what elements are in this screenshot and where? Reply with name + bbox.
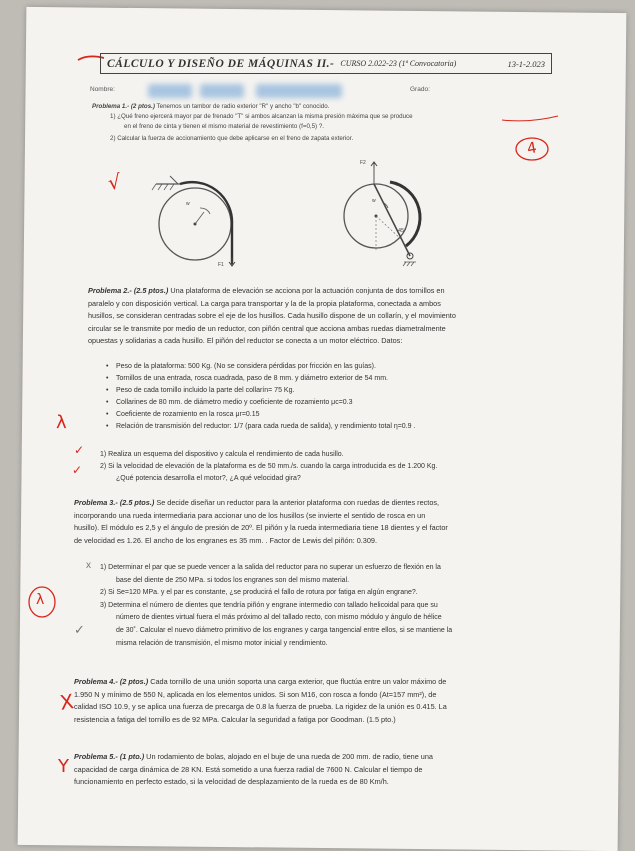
problem-2-line: circular se le transmite por medio de un reductor, con piñón central que acciona ambas ruedas diametralmente (88, 323, 446, 333)
problem-3-q3: 3) Determina el número de dientes que tendría piñón y engrane intermedio con tallado helicoidal para que su (100, 601, 438, 609)
data-bullet: • Peso de cada tornillo incluido la parte del collarín= 75 Kg. (106, 387, 295, 394)
problem-2-line: paralelo y con disposición vertical. La carga para transportar y la de la propia plataforma, conectada a ambos (88, 298, 441, 308)
pencil-mark-x: x (86, 560, 91, 571)
problem-3-questions (100, 562, 565, 650)
problem-2-title: Problema 2.- (2.5 ptos.) (88, 286, 169, 295)
mark-check-2: ✓ (72, 463, 83, 477)
problem-1-q1: 1) ¿Qué freno ejercerá mayor par de frenado "T" si ambos alcanzan la misma presión máxima que se produce (110, 113, 413, 120)
problem-5-line: Un rodamiento de bolas, alojado en el buje de una rueda de 200 mm. de radio, tiene una (146, 752, 433, 761)
problem-4-line: calidad ISO 10.9, y se aplica una fuerza de precarga de 0.8 la fuerza de prueba. La rigidez de la unión es 0.415. La (74, 702, 447, 711)
problem-3-q1: 1) Determinar el par que se puede vencer a la salida del reductor para no superar un esfuerzo de flexión en la (100, 564, 441, 571)
redaction-block (256, 84, 342, 98)
mark-y: Y (58, 756, 69, 777)
problem-4-title: Problema 4.- (2 ptos.) (74, 677, 149, 686)
problem-3-q3-cont: misma relación de transmisión, el mismo motor inicial y rendimiento. (116, 639, 328, 647)
problem-4-line: Cada tornillo de una unión soporta una carga exterior, que fluctúa entre un valor máximo de (150, 677, 447, 686)
redaction-block (200, 84, 244, 98)
problem-3-q3-cont: de 30˚. Calcular el nuevo diámetro primitivo de los engranes y carga tangencial entre ellos, si se mantiene la (116, 626, 453, 634)
problem-2-q2: 2) Si la velocidad de elevación de la plataforma es de 50 mm./s. cuando la carga introducida es de 1.200 Kg. (100, 463, 438, 470)
data-bullet: • Coeficiente de rozamiento en la rosca μr=0.15 (106, 411, 260, 418)
check-mark-v: √ (106, 169, 123, 195)
force-label-f1: F1 (218, 262, 224, 268)
problem-4-line: 1.950 N y mínimo de 550 N, aplicada en los elementos unidos. Si son M16, con rosca a fondo (At=157 mm²), de (74, 689, 437, 699)
redaction-block (148, 84, 192, 98)
problem-2-q2-cont: ¿Qué potencia desarrolla el motor?, ¿A qué velocidad gira? (116, 475, 301, 482)
problem-3-title: Problema 3.- (2.5 ptos.) (74, 498, 155, 507)
problem-1-text: Tenemos un tambor de radio exterior "R" y ancho "b" conocido. (156, 103, 330, 110)
angle-label: 45° (398, 228, 407, 234)
problem-1-intro (92, 102, 562, 112)
problem-3-line: husillo). El módulo es 2,5 y el ángulo de presión de 20º. El piñón y la rueda intermediaria tiene 18 dientes y el factor (74, 523, 448, 532)
problem-5-title: Problema 5.- (1 pto.) (74, 752, 145, 761)
problem-2-line: opuestas y solidarias a cada husillo. El piñón del reductor se conecta a un motor eléctrico. Datos: (88, 336, 403, 345)
problem-3-line: Se decide diseñar un reductor para la anterior plataforma con ruedas de dientes rectos, (156, 498, 440, 507)
problem-5-paragraph (74, 751, 564, 789)
problem-3-q3-cont: número de dientes virtual fuera el más próximo al del tallado recto, con mismo módulo y ángulo de hélice (116, 614, 442, 622)
problem-3-line: incorporando una rueda intermediaria para accionar uno de los husillos (se invierte el sentido de rosca en un (74, 510, 426, 520)
course-year: CURSO 2.022-23 (1ª Convocatoria) (340, 59, 457, 68)
underline-mark (500, 112, 560, 126)
problem-5-line: capacidad de carga dinámica de 28 KN. Está sometido a una fuerza radial de 7600 N. Calcular el tiempo de (74, 764, 423, 774)
problem-4-paragraph (74, 676, 564, 726)
mark-lambda-2: λ (36, 592, 45, 608)
name-label: Nombre: (90, 86, 115, 93)
band-brake-figure (150, 162, 260, 272)
shoe-brake-figure (330, 160, 440, 270)
data-bullet: • Relación de transmisión del reductor: 1/7 (para cada rueda de salida), y rendimiento total η=0.9 . (106, 423, 416, 430)
data-bullet: • Collarines de 80 mm. de diámetro medio y coeficiente de rozamiento μc=0.3 (106, 399, 353, 406)
grade-mark-4: 4 (525, 138, 539, 158)
problem-4-line: resistencia a fatiga del tornillo es de 92 MPa. Calcular la seguridad a fatiga por Goodman. (1.5 pto.) (74, 714, 396, 724)
omega-label-2: w (372, 198, 376, 204)
problem-3-paragraph (74, 497, 564, 547)
problem-1-q2: 2) Calcular la fuerza de accionamiento que debe aplicarse en el freno de zapata exterior. (110, 135, 354, 142)
problem-1-q1-cont: en el freno de cinta y tienen el mismo material de revestimiento (f=0,5) ?. (124, 123, 324, 130)
problem-1-title: Problema 1.- (2 ptos.) (92, 103, 155, 110)
problem-2-data-list (106, 361, 556, 433)
omega-label-1: w (186, 201, 190, 207)
problem-2-line: husillos, se consideran centradas sobre el eje de los husillos. Cada husillo dispone de un collarín, y el movimiento (88, 311, 456, 320)
mark-lambda: λ (56, 412, 67, 433)
problem-2-q1: 1) Realiza un esquema del dispositivo y calcula el rendimiento de cada husillo. (100, 451, 344, 458)
mark-x: X (58, 689, 76, 715)
pencil-mark-check: ✓ (74, 622, 85, 637)
problem-5-line: funcionamiento en perfecto estado, si la velocidad de desplazamiento de la rueda es de 80 Km/h. (74, 777, 389, 786)
problem-3-line: de velocidad es 1.26. El ancho de los engranes es 35 mm. . Factor de Lewis del piñón: 0.309. (74, 535, 378, 545)
data-bullet: • Tornillos de una entrada, rosca cuadrada, paso de 8 mm. y diámetro exterior de 54 mm. (106, 375, 388, 382)
course-title: CÁLCULO Y DISEÑO DE MÁQUINAS II.- (107, 57, 335, 70)
problem-3-q1-cont: base del diente de 250 MPa. si todos los engranes son del mismo material. (116, 576, 350, 584)
exam-date: 13-1-2.023 (507, 58, 545, 69)
exam-header (100, 53, 552, 74)
mark-check-1: ✓ (74, 443, 85, 457)
grade-label: Grado: (410, 86, 430, 93)
force-label-f2: F2 (360, 160, 366, 166)
problem-2-line: Una plataforma de elevación se acciona por la actuación conjunta de dos tornillos en (170, 286, 445, 295)
problem-2-questions (100, 449, 565, 485)
data-bullet: • Peso de la plataforma: 500 Kg. (No se considera pérdidas por fricción en las guías). (106, 363, 376, 370)
problem-3-q2: 2) Si Se=120 MPa. y el par es constante, ¿se producirá el fallo de rotura por fatiga en algún engrane?. (100, 589, 418, 597)
problem-2-paragraph (88, 285, 563, 348)
